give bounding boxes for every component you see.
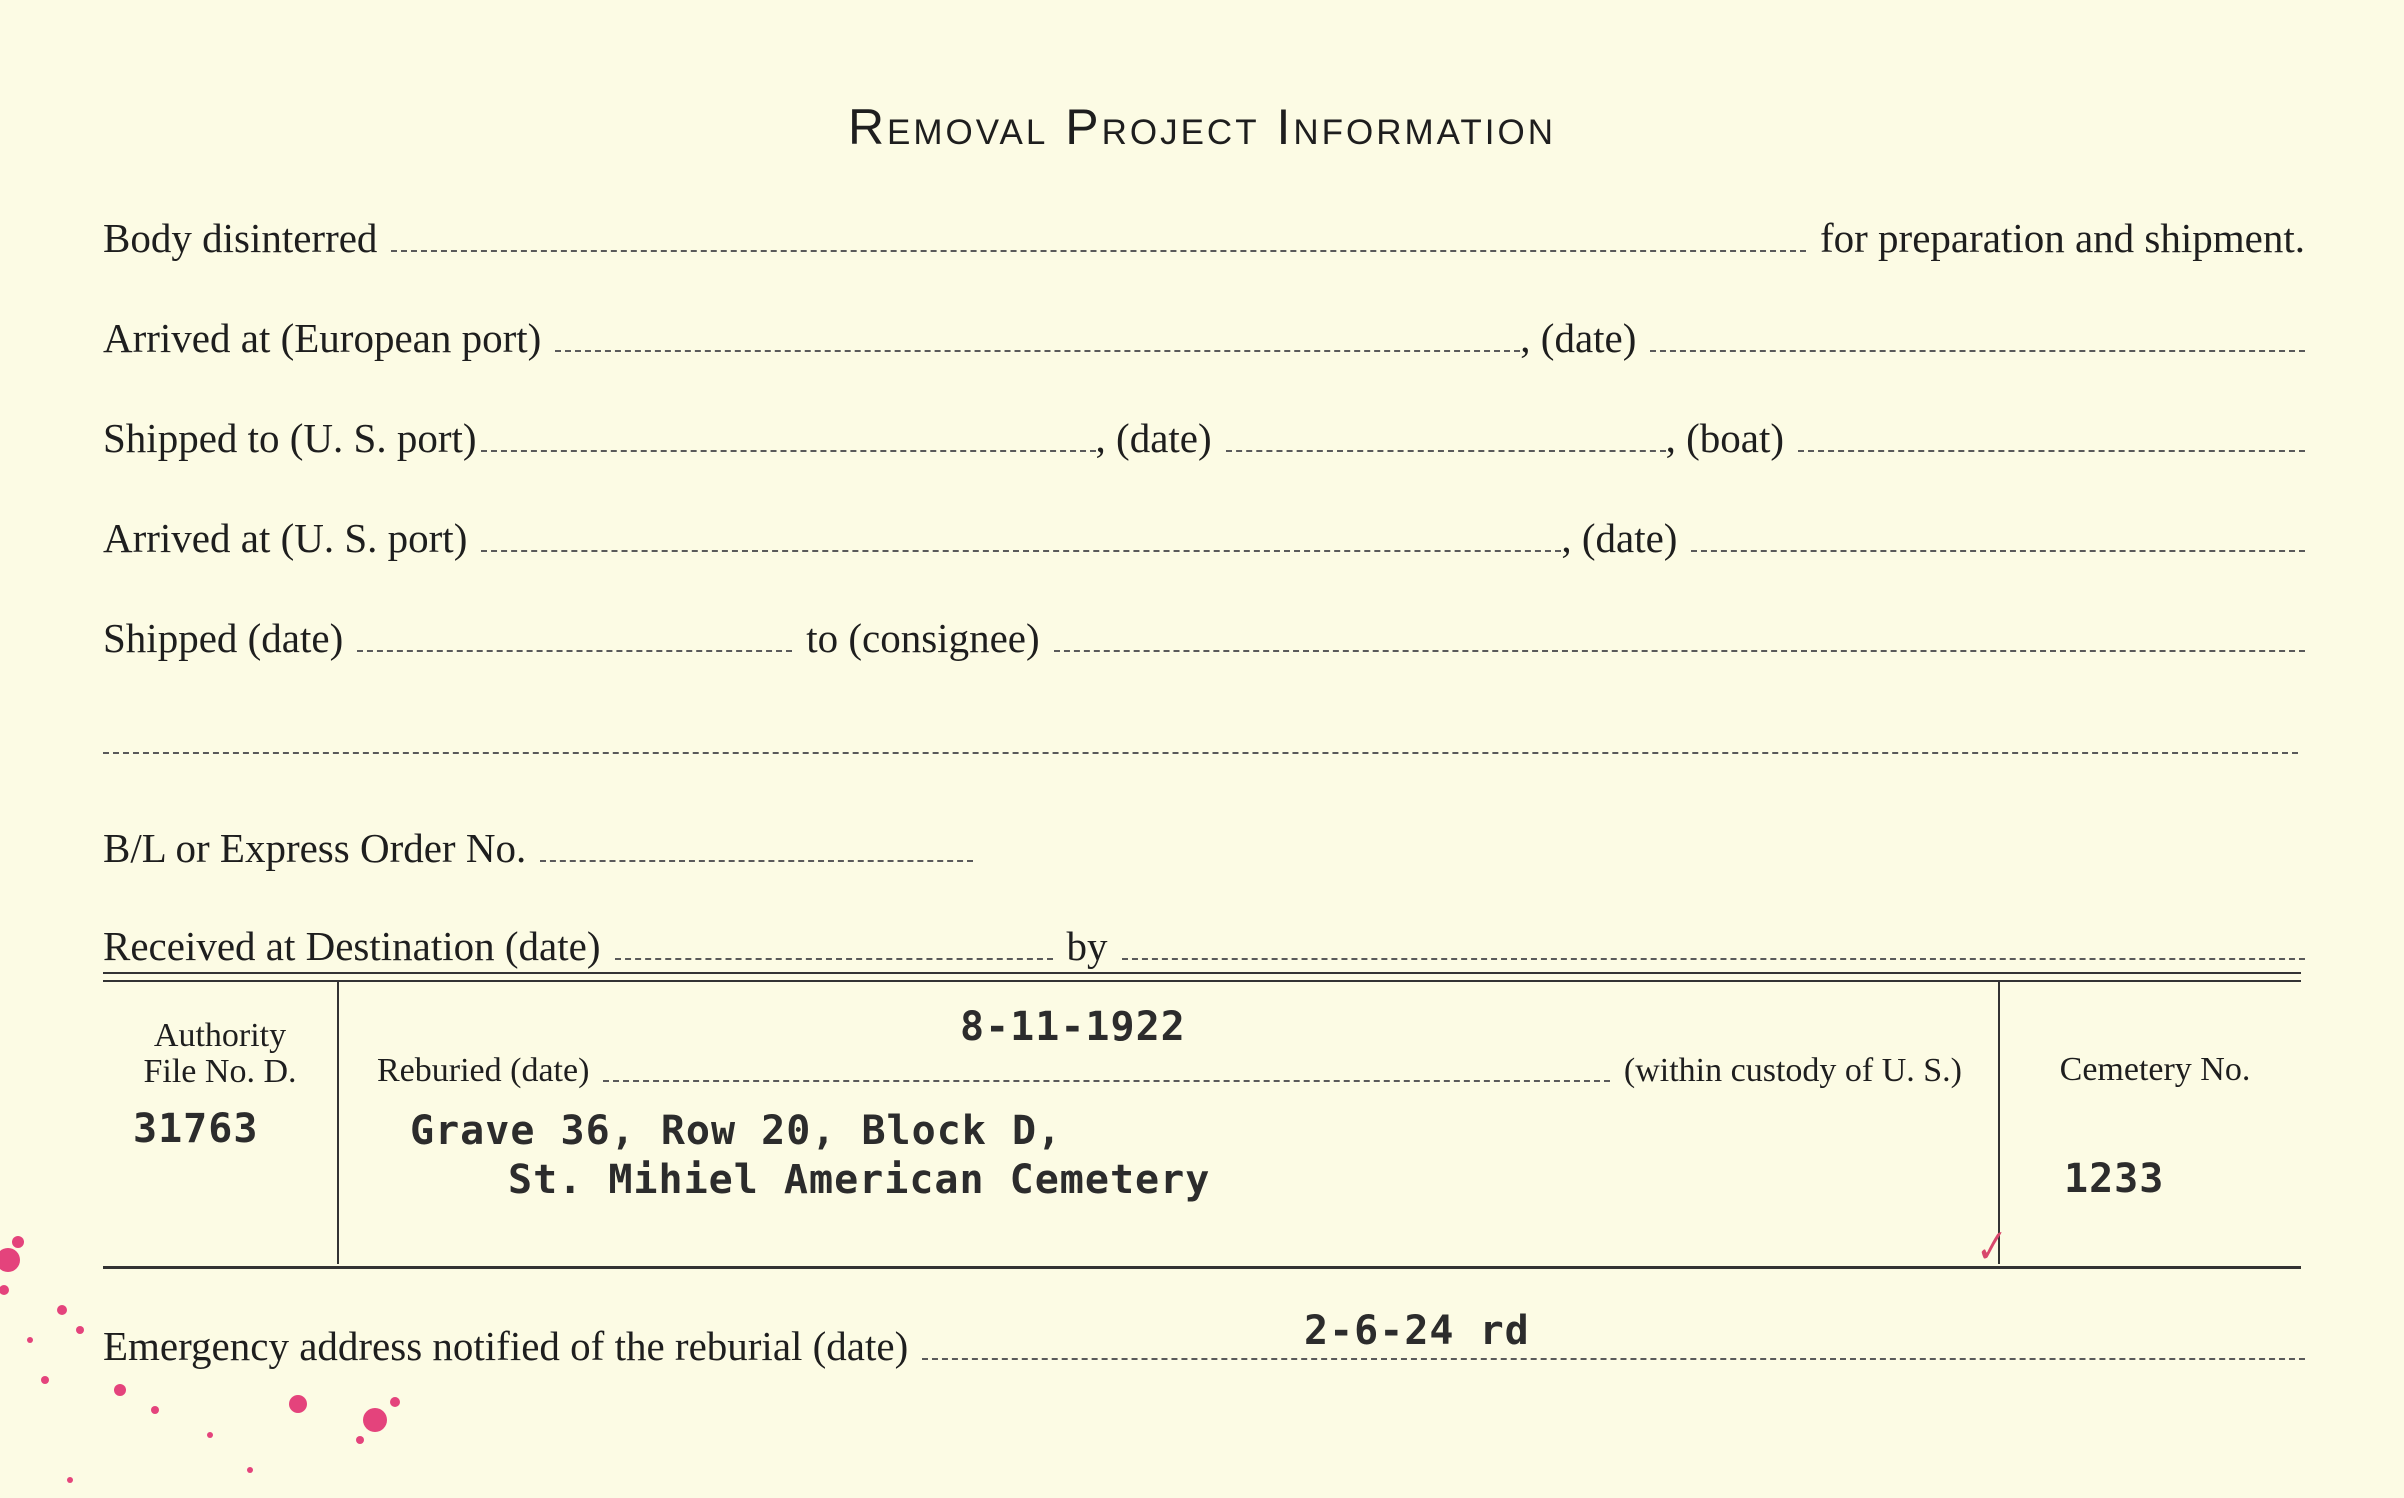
field-european-port[interactable] <box>555 350 1520 352</box>
stain-spot <box>247 1467 253 1473</box>
label-within-custody: (within custody of U. S.) <box>1623 1052 1962 1089</box>
row-arrived-us <box>103 502 2305 562</box>
stain-spot <box>151 1406 159 1414</box>
stain-spot <box>356 1436 364 1444</box>
row-shipped-consignee <box>103 602 2305 662</box>
stain-spot <box>41 1376 49 1384</box>
box-top-rule-2 <box>103 980 2301 982</box>
label-received-by: by <box>1066 923 1108 969</box>
box-top-rule-1 <box>103 972 2301 974</box>
label-european-date: , (date) <box>1520 315 1637 361</box>
field-shipped-date[interactable] <box>1226 450 1666 452</box>
stain-spot <box>57 1305 67 1315</box>
box-bottom-rule <box>103 1266 2301 1269</box>
row-reburied <box>377 1046 1962 1090</box>
stain-spot <box>27 1337 33 1343</box>
stain-spot <box>76 1326 84 1334</box>
label-bl-order: B/L or Express Order No. <box>103 825 527 871</box>
stain-spot <box>207 1432 213 1438</box>
authority-label-line1: Authority <box>153 1017 287 1054</box>
label-reburied: Reburied (date) <box>377 1052 590 1089</box>
field-received-by[interactable] <box>1122 958 2306 960</box>
label-boat: , (boat) <box>1665 415 1785 461</box>
field-european-date[interactable] <box>1650 350 2305 352</box>
row-emergency <box>103 1310 2305 1370</box>
authority-file-number: 31763 <box>133 1106 259 1152</box>
row-body-disinterred <box>103 202 2305 262</box>
reburied-date-value: 8-11-1922 <box>960 1004 1186 1050</box>
field-arrived-us-date[interactable] <box>1691 550 2305 552</box>
label-arrived-us-date: , (date) <box>1561 515 1678 561</box>
label-shipped-date-2: Shipped (date) <box>103 615 344 661</box>
field-bl-order[interactable] <box>540 860 973 862</box>
field-emergency-date[interactable] <box>922 1358 2305 1360</box>
ink-stains <box>0 1180 420 1498</box>
authority-label <box>115 1018 325 1090</box>
field-arrived-us-port[interactable] <box>481 550 1561 552</box>
label-arrived-us: Arrived at (U. S. port) <box>103 515 468 561</box>
label-shipped-date: , (date) <box>1095 415 1212 461</box>
row-received <box>103 910 2305 970</box>
row-arrived-european <box>103 302 2305 362</box>
field-boat[interactable] <box>1798 450 2305 452</box>
card-title: Removal Project Information <box>847 99 1557 155</box>
field-body-disinterred[interactable] <box>391 250 1806 252</box>
grave-location-line1: Grave 36, Row 20, Block D, <box>410 1108 1063 1154</box>
stain-spot <box>390 1397 400 1407</box>
field-consignee[interactable] <box>1054 650 2305 652</box>
field-received-date[interactable] <box>615 958 1053 960</box>
stain-spot <box>0 1248 20 1272</box>
field-us-port[interactable] <box>481 450 1096 452</box>
row-bl-order <box>103 812 973 872</box>
stain-spot <box>67 1477 73 1483</box>
label-received: Received at Destination (date) <box>103 923 601 969</box>
label-arrived-european: Arrived at (European port) <box>103 315 542 361</box>
label-shipped-us: Shipped to (U. S. port) <box>103 415 477 461</box>
label-body-disinterred: Body disinterred <box>103 215 378 261</box>
stain-spot <box>12 1236 24 1248</box>
authority-label-line2: File No. D. <box>143 1053 297 1090</box>
red-check-mark: ✓ <box>1966 1221 2011 1274</box>
stain-spot <box>0 1285 9 1295</box>
stain-spot <box>114 1384 126 1396</box>
grave-location-line2: St. Mihiel American Cemetery <box>508 1157 1211 1203</box>
stain-spot <box>289 1395 307 1413</box>
field-reburied-date[interactable] <box>603 1080 1610 1082</box>
cemetery-label: Cemetery No. <box>2059 1051 2251 1088</box>
cemetery-number: 1233 <box>2064 1156 2165 1202</box>
label-emergency: Emergency address notified of the reburial (date) <box>103 1323 909 1369</box>
row-shipped-us <box>103 402 2305 462</box>
stain-spot <box>363 1408 387 1432</box>
field-shipped-date-2[interactable] <box>357 650 792 652</box>
label-preparation-shipment: for preparation and shipment. <box>1819 215 2305 261</box>
field-consignee-continued[interactable] <box>103 752 2298 754</box>
emergency-date-value: 2-6-24 rd <box>1304 1308 1530 1354</box>
label-consignee: to (consignee) <box>806 615 1040 661</box>
